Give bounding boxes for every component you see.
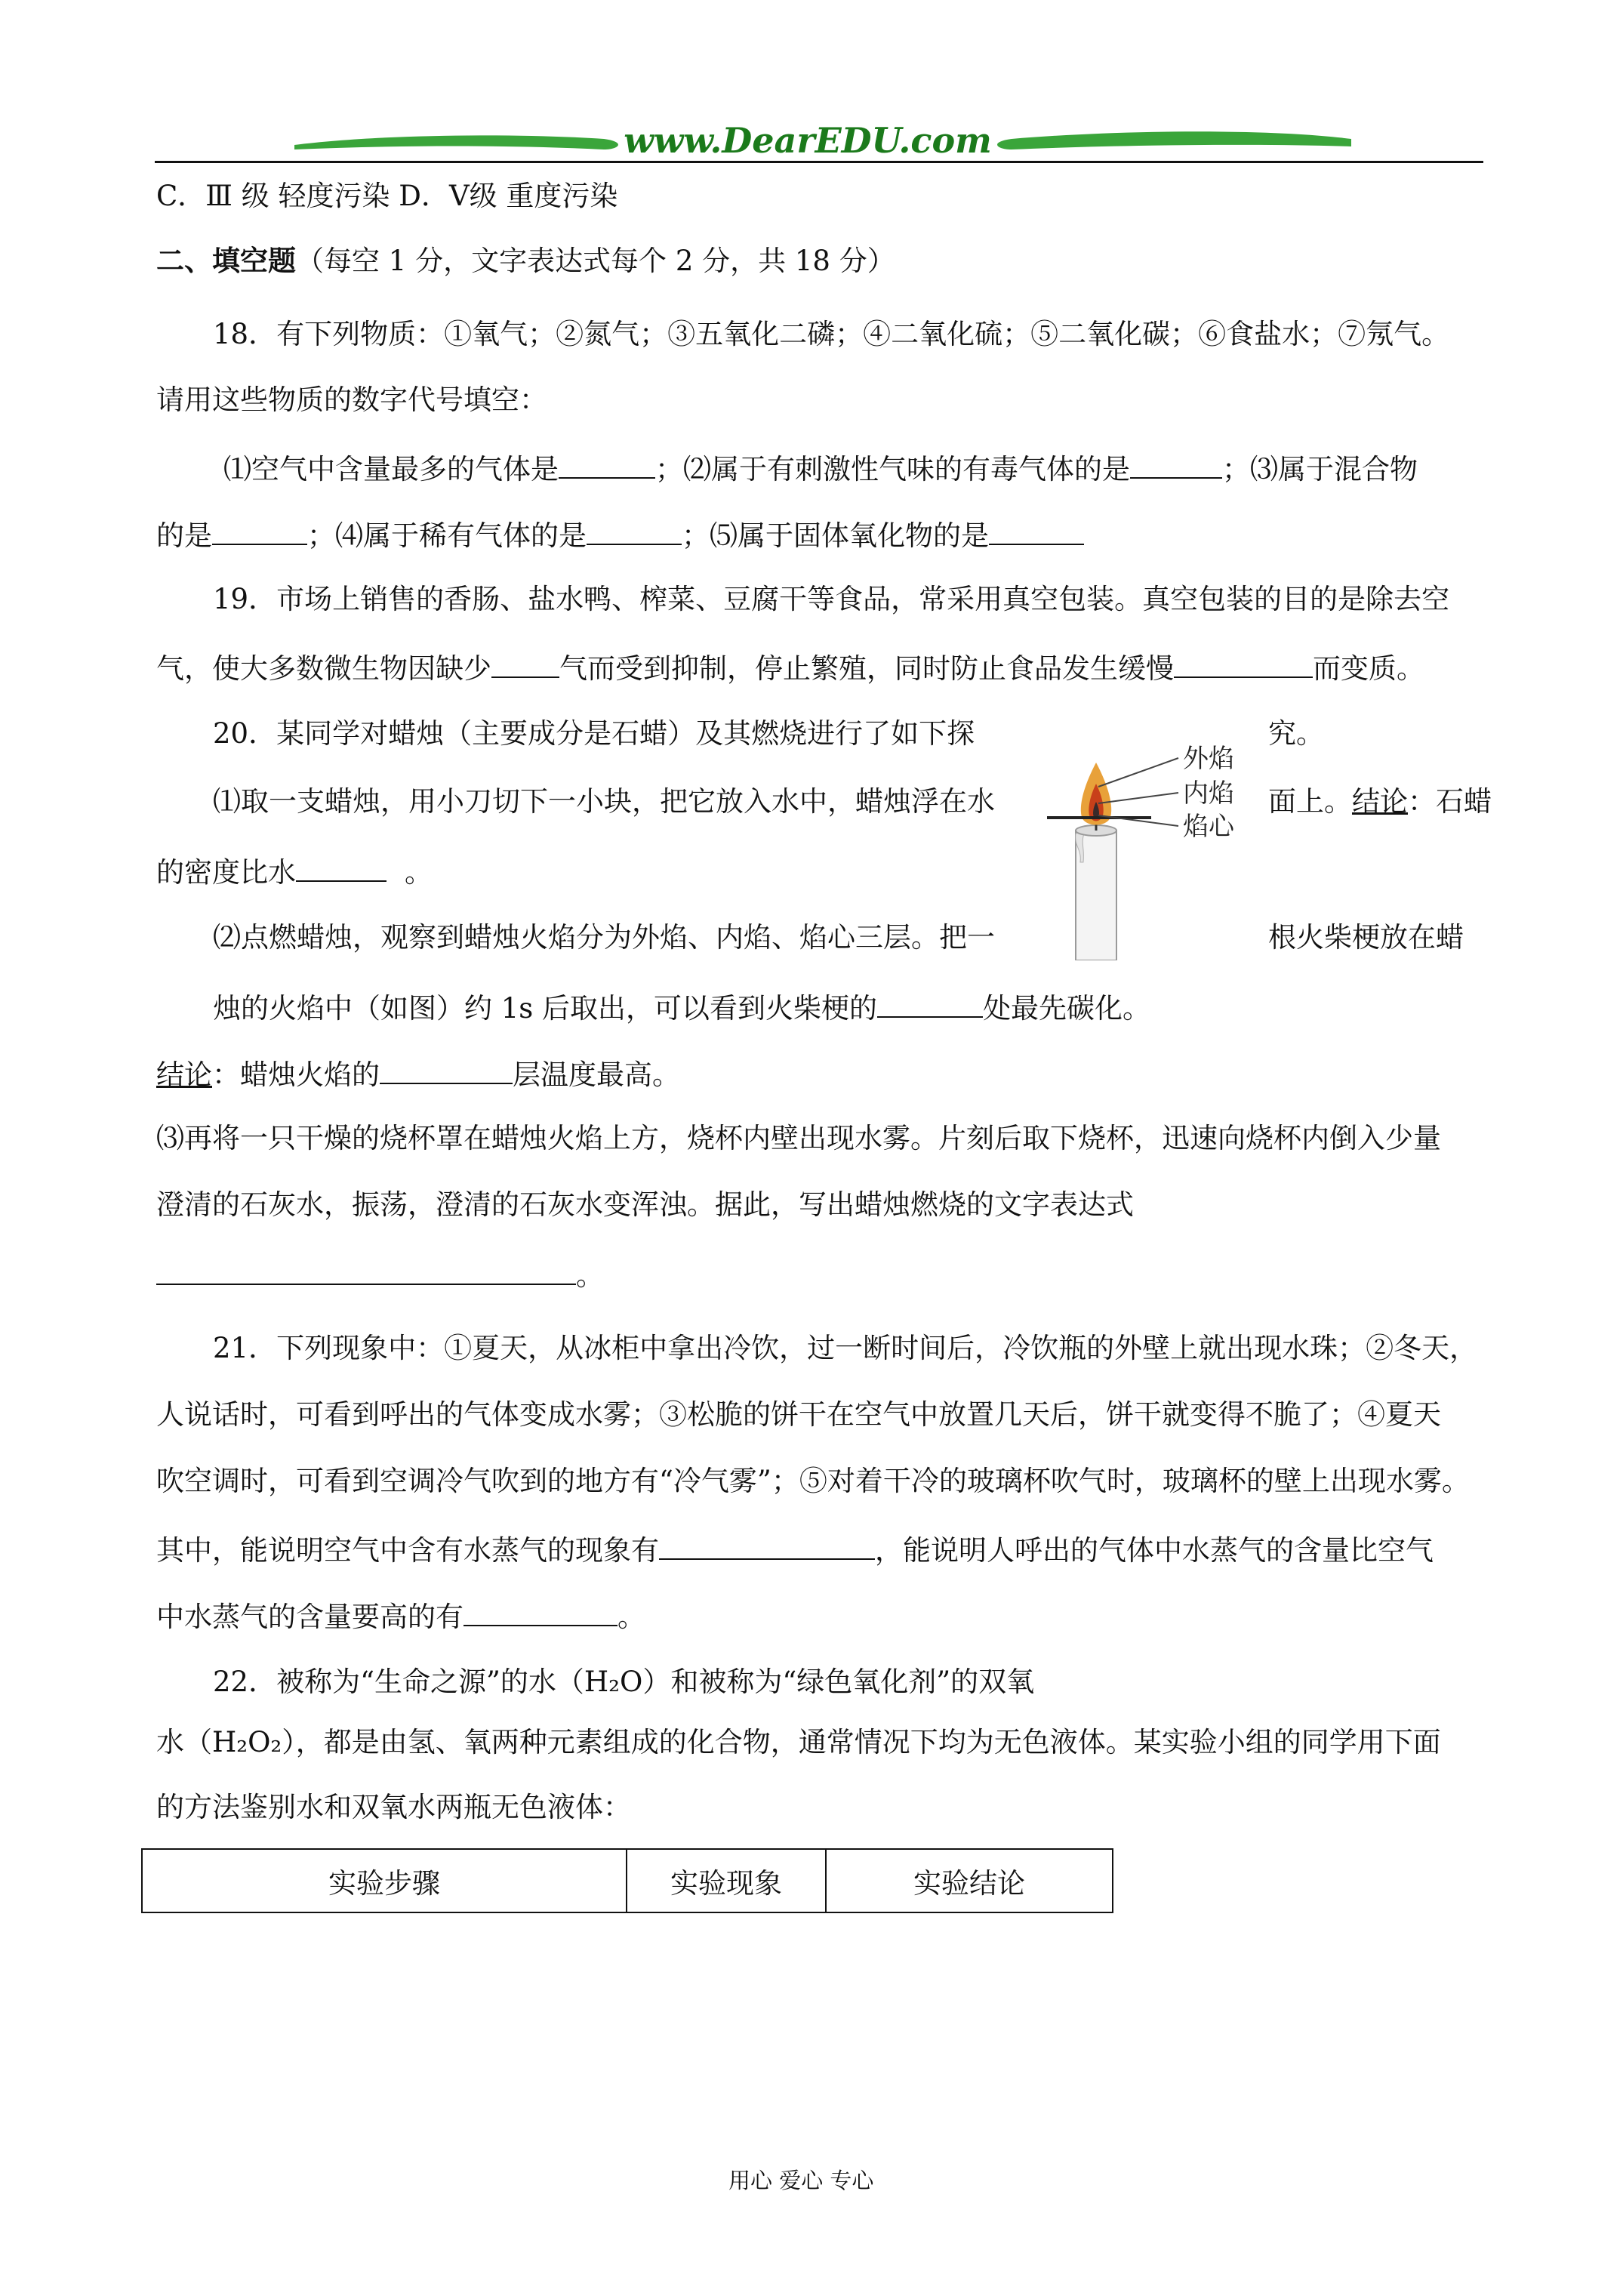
q20-part: 层温度最高。 bbox=[513, 1059, 680, 1091]
label-flame-core: 焰心 bbox=[1183, 812, 1234, 842]
blank-field[interactable] bbox=[877, 989, 983, 1018]
q20-part: 烛的火焰中（如图）约 1s 后取出，可以看到火柴梗的 bbox=[213, 992, 878, 1025]
deareduLogo bbox=[287, 119, 1359, 166]
q21-line-2: 人说话时，可看到呼出的气体变成水雾；③松脆的饼干在空气中放置几天后，饼干就变得不脆了；④夏天 bbox=[156, 1398, 1441, 1431]
q21-line-5 bbox=[156, 1598, 645, 1634]
table-header-cell: 实验现象 bbox=[627, 1849, 826, 1912]
section-note: （每空 1 分，文字表达式每个 2 分，共 18 分） bbox=[296, 245, 895, 277]
section-title bbox=[156, 244, 895, 278]
blank-field[interactable] bbox=[156, 1256, 576, 1285]
table-header-cell: 实验步骤 bbox=[142, 1849, 627, 1912]
q20-line-9 bbox=[156, 1256, 604, 1293]
q21-part: 中水蒸气的含量要高的有 bbox=[156, 1601, 463, 1633]
blank-field[interactable] bbox=[559, 450, 655, 479]
q18-line-4 bbox=[156, 516, 1084, 553]
q20-line-6 bbox=[156, 1056, 680, 1092]
blank-field[interactable] bbox=[587, 516, 682, 545]
label-line bbox=[1098, 793, 1178, 803]
q19-part: 气，使大多数微生物因缺少 bbox=[156, 652, 491, 685]
q18-line-2: 请用这些物质的数字代号填空： bbox=[156, 384, 547, 416]
right-swoosh-icon bbox=[997, 131, 1351, 149]
option-line: C．Ⅲ 级 轻度污染 D．Ⅴ级 重度污染 bbox=[156, 180, 618, 212]
conclusion-label: 结论 bbox=[1352, 785, 1408, 818]
q19-line-2 bbox=[156, 649, 1424, 686]
q20-part: ：石蜡 bbox=[1408, 785, 1492, 818]
q21-part: 。 bbox=[617, 1601, 645, 1633]
q19-line-1: 19．市场上销售的香肠、盐水鸭、榨菜、豆腐干等食品，常采用真空包装。真空包装的目的是除去空 bbox=[213, 583, 1450, 615]
q20-line-3 bbox=[156, 853, 433, 889]
q20-line-1: 20．某同学对蜡烛（主要成分是石蜡）及其燃烧进行了如下探 bbox=[213, 717, 975, 750]
q21-line-3: 吹空调时，可看到空调冷气吹到的地方有“冷气雾”；⑤对着干冷的玻璃杯吹气时，玻璃杯的壁上出现水雾。 bbox=[156, 1465, 1470, 1497]
q22-line-1: 22．被称为“生命之源”的水（H₂O）和被称为“绿色氧化剂”的双氧 bbox=[213, 1666, 1035, 1698]
q20-line-2b bbox=[1268, 785, 1492, 818]
blank-field[interactable] bbox=[1174, 649, 1313, 678]
section-heading: 二、填空题 bbox=[156, 244, 296, 277]
q20-part: 面上。 bbox=[1268, 785, 1352, 818]
q18-part: ；⑸属于固体氧化物的是 bbox=[682, 519, 989, 552]
left-swoosh-icon bbox=[294, 135, 618, 149]
q20-line-8: 澄清的石灰水，振荡，澄清的石灰水变浑浊。据此，写出蜡烛燃烧的文字表达式 bbox=[156, 1188, 1134, 1221]
blank-field[interactable] bbox=[1130, 450, 1222, 479]
q18-part: ；⑶属于混合物 bbox=[1222, 453, 1418, 485]
header-rule bbox=[155, 161, 1483, 163]
candleFigure bbox=[1046, 734, 1264, 960]
q20-line-2: ⑴取一支蜡烛，用小刀切下一小块，把它放入水中，蜡烛浮在水 bbox=[213, 785, 995, 818]
q18-part: 的是 bbox=[156, 519, 212, 552]
q18-line-3 bbox=[223, 450, 1418, 486]
blank-field[interactable] bbox=[296, 853, 387, 882]
q20-line-1b: 究。 bbox=[1268, 717, 1324, 750]
label-outer-flame: 外焰 bbox=[1183, 744, 1234, 774]
q20-line-7: ⑶再将一只干燥的烧杯罩在蜡烛火焰上方，烧杯内壁出现水雾。片刻后取下烧杯，迅速向烧杯内倒入少量 bbox=[156, 1122, 1441, 1154]
table-header-cell: 实验结论 bbox=[826, 1849, 1113, 1912]
q20-line-4: ⑵点燃蜡烛，观察到蜡烛火焰分为外焰、内焰、焰心三层。把一 bbox=[213, 921, 995, 954]
conclusion-label: 结论 bbox=[156, 1059, 212, 1091]
q18-part: ；⑷属于稀有气体的是 bbox=[307, 519, 587, 552]
blank-field[interactable] bbox=[212, 516, 307, 545]
q20-part: 的密度比水 bbox=[156, 856, 296, 889]
experiment-table bbox=[141, 1848, 1113, 1913]
q21-part: ，能说明人呼出的气体中水蒸气的含量比空气 bbox=[875, 1534, 1434, 1567]
blank-field[interactable] bbox=[463, 1598, 617, 1626]
footer-text: 用心 爱心 专心 bbox=[728, 2168, 874, 2193]
q18-part: ；⑵属于有刺激性气味的有毒气体的是 bbox=[655, 453, 1130, 485]
q19-part: 气而受到抑制，停止繁殖，同时防止食品发生缓慢 bbox=[559, 652, 1174, 685]
q22-line-3: 的方法鉴别水和双氧水两瓶无色液体： bbox=[156, 1791, 631, 1823]
q21-line-1: 21．下列现象中：①夏天，从冰柜中拿出冷饮，过一断时间后，冷饮瓶的外壁上就出现水珠；②冬天， bbox=[213, 1332, 1478, 1364]
q20-part: 。 bbox=[405, 856, 433, 889]
q20-line-4b: 根火柴梗放在蜡 bbox=[1268, 921, 1464, 954]
q20-part: 处最先碳化。 bbox=[983, 992, 1151, 1025]
blank-field[interactable] bbox=[380, 1056, 513, 1084]
table-row bbox=[142, 1849, 1113, 1912]
blank-field[interactable] bbox=[989, 516, 1084, 545]
label-inner-flame: 内焰 bbox=[1183, 778, 1234, 809]
q22-line-2: 水（H₂O₂），都是由氢、氧两种元素组成的化合物，通常情况下均为无色液体。某实验小组的同学用下面 bbox=[156, 1726, 1441, 1758]
q18-line-1: 18．有下列物质：①氧气；②氮气；③五氧化二磷；④二氧化硫；⑤二氧化碳；⑥食盐水；⑦氖气。 bbox=[213, 318, 1450, 350]
q20-part: ：蜡烛火焰的 bbox=[212, 1059, 380, 1091]
q18-part: ⑴空气中含量最多的气体是 bbox=[223, 453, 559, 485]
logo-text: www.DearEDU.com bbox=[624, 120, 992, 161]
blank-field[interactable] bbox=[491, 649, 559, 678]
q21-line-4 bbox=[156, 1531, 1434, 1567]
q20-part: 。 bbox=[576, 1259, 604, 1292]
q19-part: 而变质。 bbox=[1313, 652, 1424, 685]
blank-field[interactable] bbox=[659, 1531, 875, 1560]
q21-part: 其中，能说明空气中含有水蒸气的现象有 bbox=[156, 1534, 659, 1567]
q20-line-5 bbox=[213, 989, 1150, 1025]
label-line bbox=[1098, 758, 1178, 787]
